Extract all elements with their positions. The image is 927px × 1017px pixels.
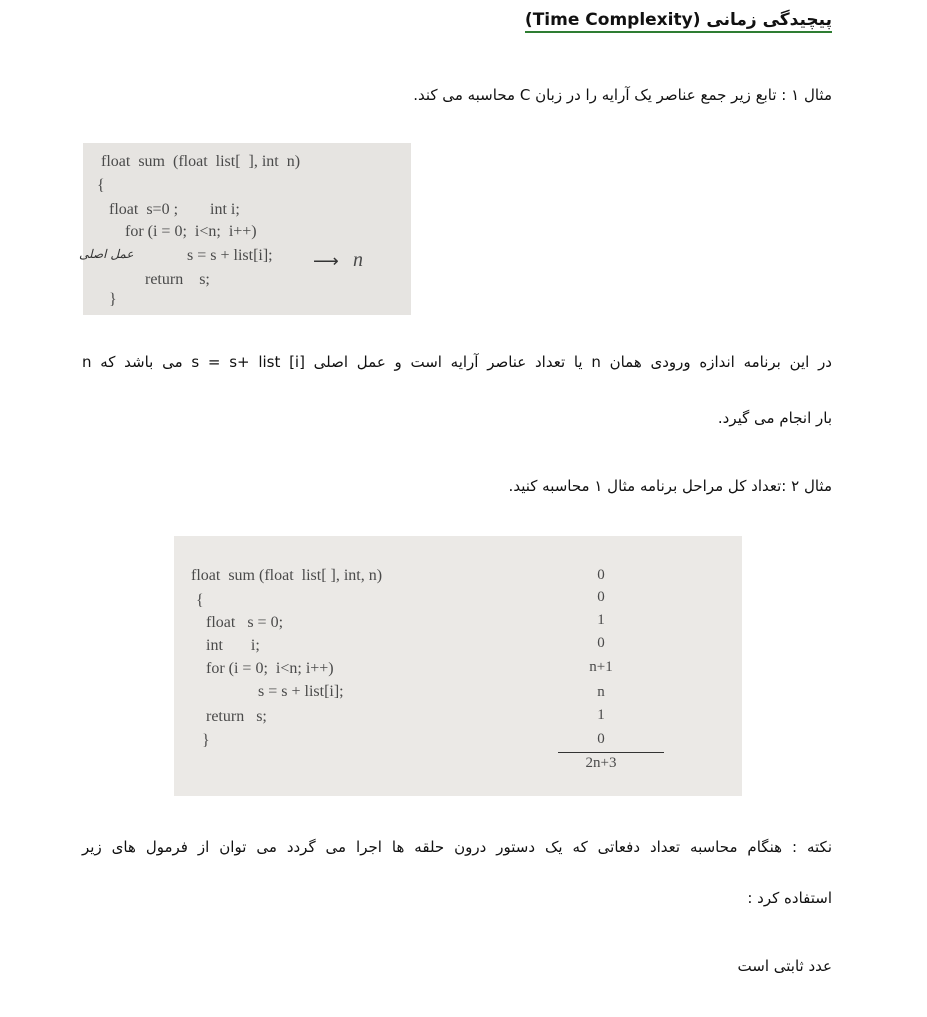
code-line: { xyxy=(97,177,105,194)
example2-text: مثال ۲ :تعداد کل مراحل برنامه مثال ۱ محاسبه کنید. xyxy=(508,477,832,495)
handwritten-annotation: عمل اصلی xyxy=(79,247,134,261)
annotation-n: n xyxy=(353,249,363,271)
page-title: پیچیدگی زمانی (Time Complexity) xyxy=(525,10,832,33)
code-line: } xyxy=(202,732,210,749)
code-line: } xyxy=(109,291,117,308)
code-line: return s; xyxy=(145,271,210,288)
code-line: int i; xyxy=(206,637,260,654)
code-line: float s=0 ; int i; xyxy=(109,201,240,218)
code-line: float s = 0; xyxy=(206,614,284,631)
step-count: 1 xyxy=(597,612,605,628)
step-count: 0 xyxy=(597,731,605,747)
example1-code-image xyxy=(79,143,411,315)
step-total: 2n+3 xyxy=(585,755,617,771)
explanation-line1: در این برنامه اندازه ورودی همان n یا تعداد عناصر آرایه است و عمل اصلی s = s+ list [i] می باشد که n xyxy=(82,353,832,371)
step-count: n+1 xyxy=(589,659,613,675)
step-count: 0 xyxy=(597,635,605,651)
code-line: s = s + list[i]; xyxy=(187,247,273,264)
code-line: for (i = 0; i<n; i++) xyxy=(125,223,257,240)
code-line: float sum (float list[ ], int n) xyxy=(101,153,301,170)
explanation-line2: بار انجام می گیرد. xyxy=(717,409,832,427)
arrow-icon: ⟶ xyxy=(313,251,339,271)
example1-text: مثال ۱ : تابع زیر جمع عناصر یک آرایه را در زبان C محاسبه می کند. xyxy=(413,86,832,104)
step-count: 1 xyxy=(597,707,605,723)
sum-rule xyxy=(558,752,664,753)
example2-code-image xyxy=(174,536,742,796)
code-line: s = s + list[i]; xyxy=(258,683,344,700)
constant-note: عدد ثابتی است xyxy=(737,957,832,975)
note-line1: نکته : هنگام محاسبه تعداد دفعاتی که یک دستور درون حلقه ها اجرا می گردد می توان از فرمول های زیر xyxy=(82,838,832,856)
step-count: n xyxy=(597,684,605,700)
code-line: return s; xyxy=(206,708,267,725)
code-line: float sum (float list[ ], int, n) xyxy=(191,567,383,584)
note-line2: استفاده کرد : xyxy=(747,889,832,907)
step-count: 0 xyxy=(597,567,605,583)
code-line: for (i = 0; i<n; i++) xyxy=(206,660,334,677)
code-line: { xyxy=(196,592,204,609)
step-count: 0 xyxy=(597,589,605,605)
